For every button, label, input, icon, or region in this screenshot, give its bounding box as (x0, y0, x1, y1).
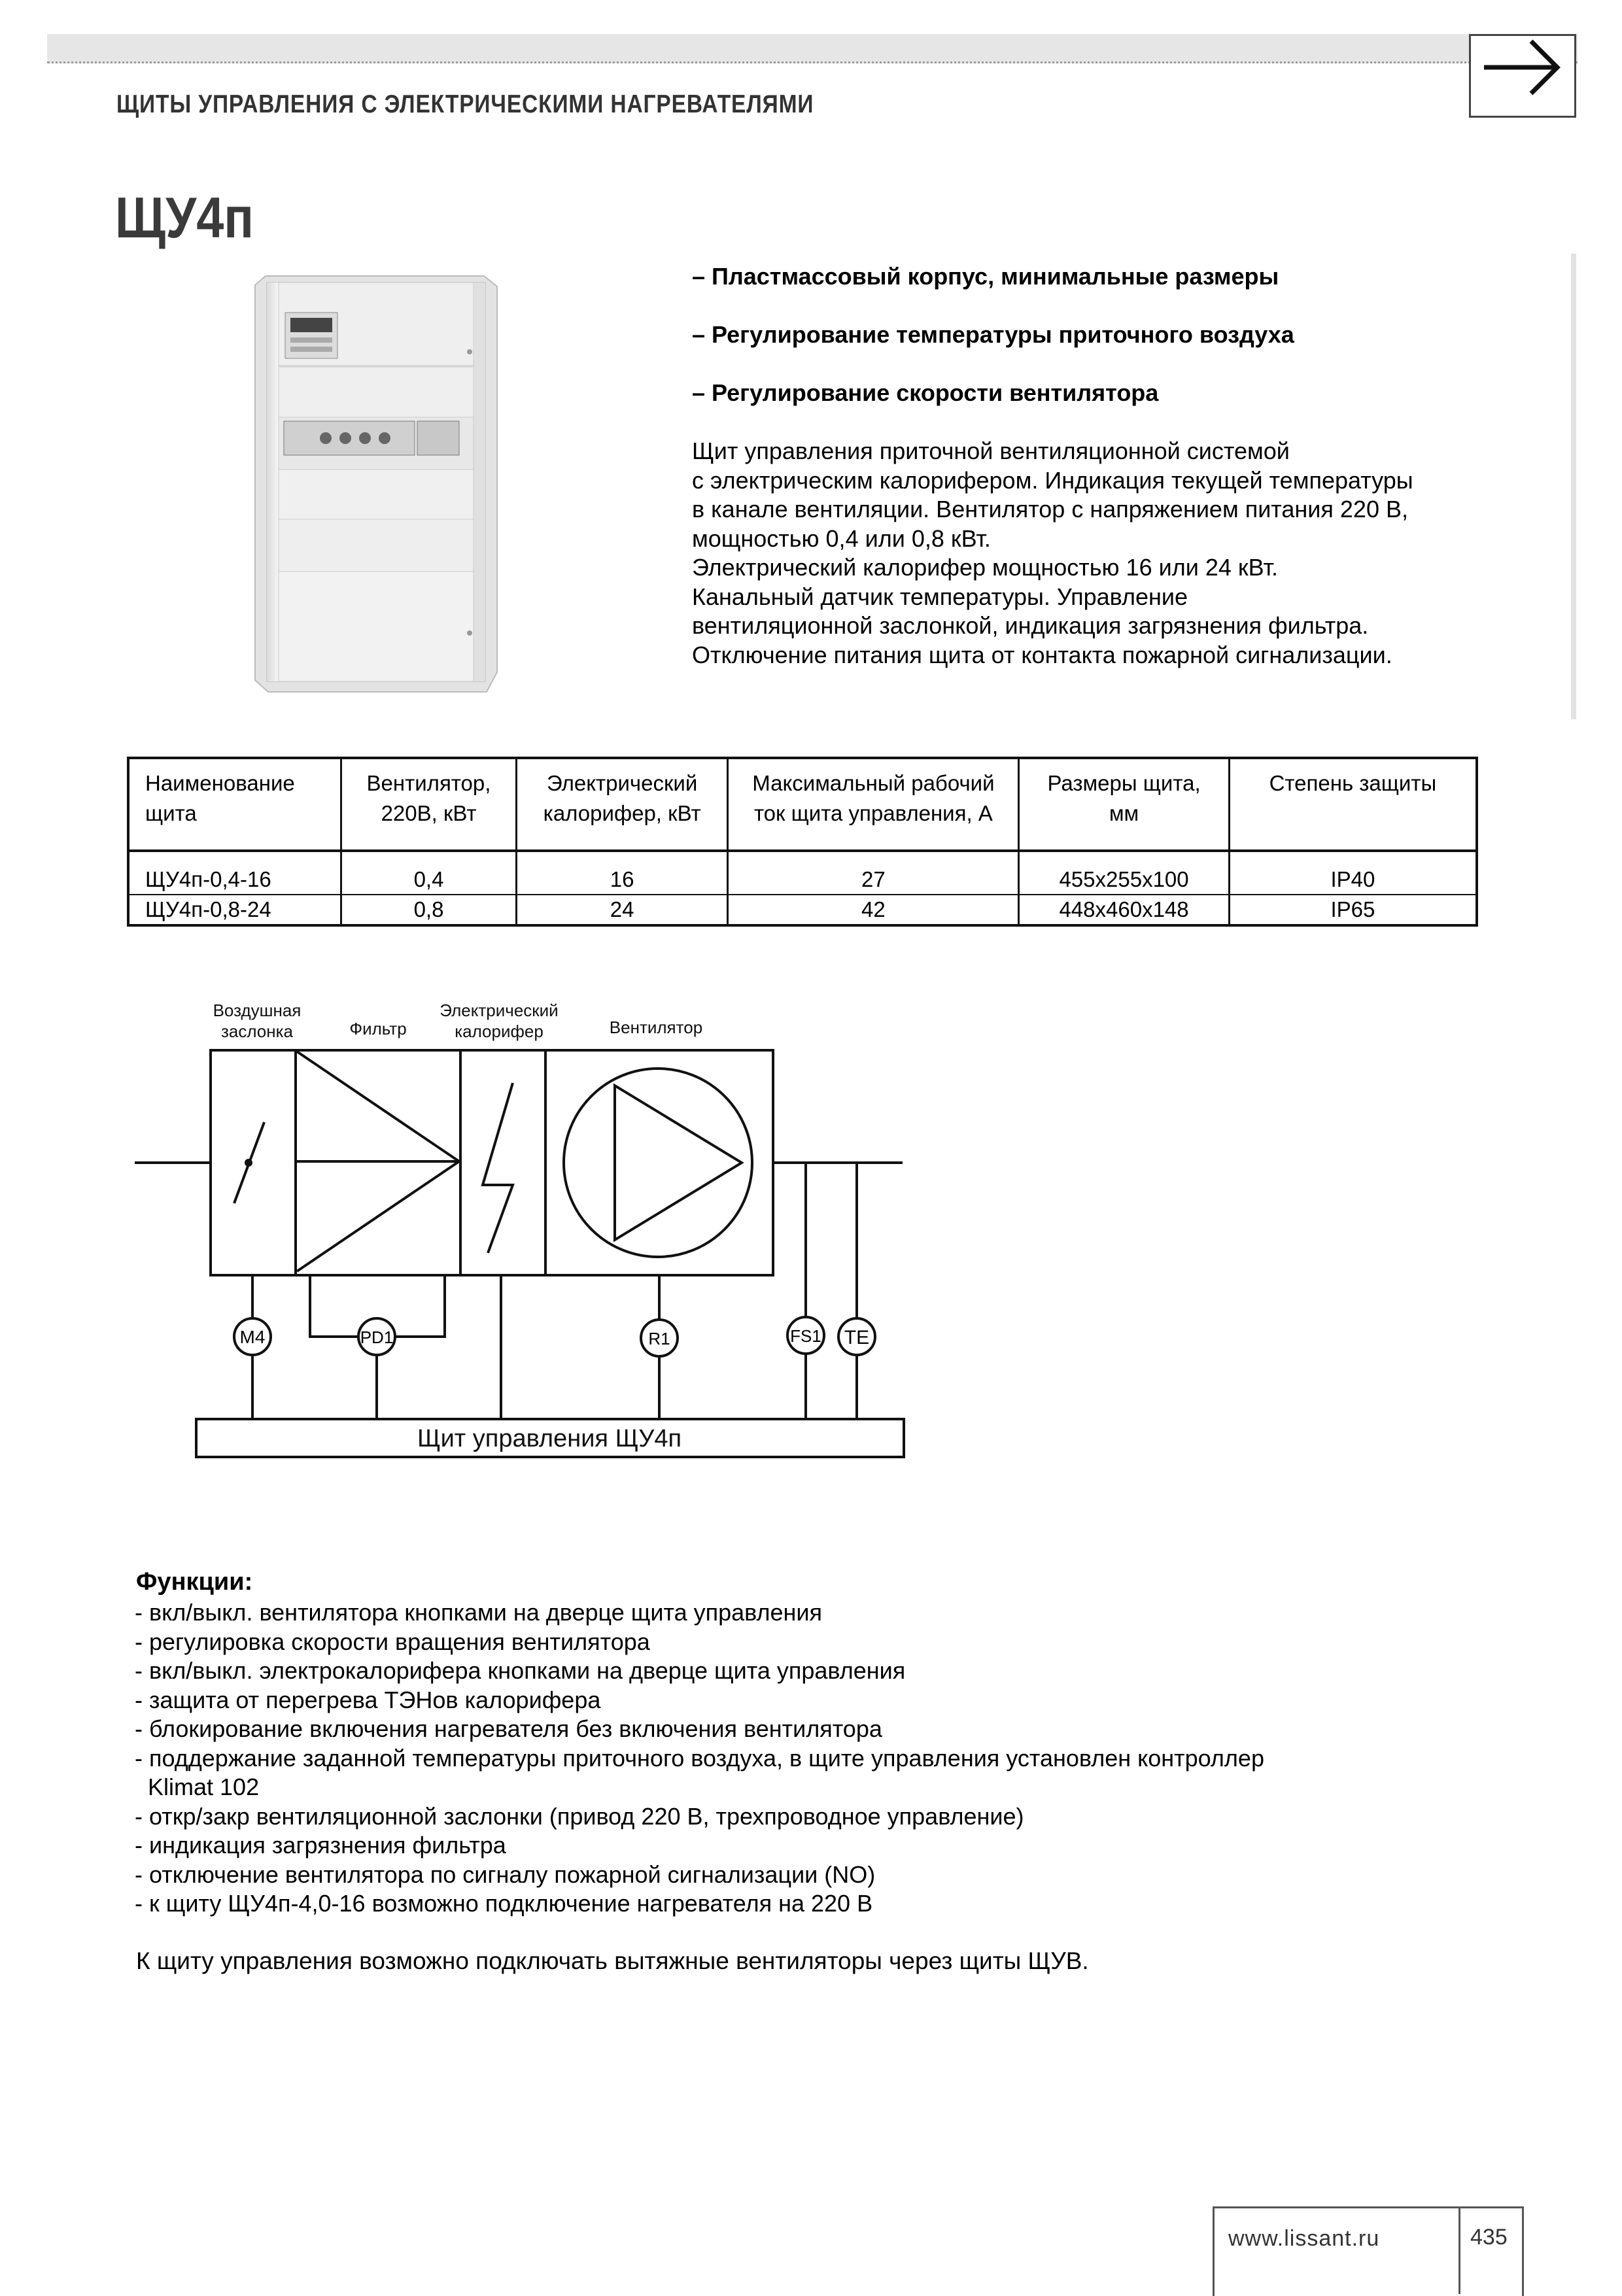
label-fan: Вентилятор (609, 1018, 703, 1037)
sensor-m4 (234, 1318, 271, 1355)
description-line: Щит управления приточной вентиляционной системой (692, 437, 1290, 464)
sensor-pd1 (358, 1318, 395, 1355)
damper-symbol (234, 1122, 264, 1203)
label-damper: Воздушная (213, 1001, 302, 1020)
description-line: Отключение питания щита от контакта пожарной сигнализации. (692, 641, 1392, 668)
list-item: - защита от перегрева ТЭНов калорифера (135, 1686, 601, 1713)
functions-list (135, 1598, 1541, 1919)
table-cell: 16 (516, 851, 728, 895)
feature-list (692, 262, 1503, 436)
table-cell: ЩУ4п-0,4-16 (145, 867, 271, 891)
sensor-fs1 (787, 1317, 824, 1354)
column-header: Электрический калорифер, кВт (516, 758, 728, 851)
feature-item: – Регулирование скорости вентилятора (692, 379, 1159, 406)
column-header: Вентилятор, 220В, кВт (341, 758, 517, 851)
list-item: - регулировка скорости вращения вентилятора (135, 1628, 650, 1655)
svg-text:PD1: PD1 (360, 1328, 394, 1347)
svg-text:FS1: FS1 (790, 1326, 821, 1346)
label-damper: заслонка (220, 1021, 294, 1041)
section-title: ЩИТЫ УПРАВЛЕНИЯ С ЭЛЕКТРИЧЕСКИМИ НАГРЕВАТЕЛЯМИ (116, 90, 814, 118)
next-page-button[interactable] (1469, 34, 1576, 118)
table-cell: 27 (728, 851, 1019, 895)
table-cell: 24 (516, 895, 728, 925)
functions-title: Функции: (136, 1568, 253, 1596)
list-item: - отключение вентилятора по сигналу пожарной сигнализации (NO) (135, 1860, 876, 1888)
website-link[interactable]: www.lissant.ru (1228, 2226, 1380, 2251)
description-line: Электрический калорифер мощностью 16 или 24 кВт. (692, 554, 1278, 581)
description-line: вентиляционной заслонкой, индикация загрязнения фильтра. (692, 612, 1369, 639)
label-filter: Фильтр (349, 1019, 407, 1038)
description-line: в канале вентиляции. Вентилятор с напряжением питания 220 В, (692, 496, 1408, 523)
sensor-te (838, 1318, 875, 1355)
column-header: Степень защиты (1229, 758, 1477, 851)
control-panel-label: Щит управления ЩУ4п (417, 1425, 682, 1452)
table-cell: 42 (728, 895, 1019, 925)
column-header: Наименование щита (128, 758, 341, 851)
list-item: Klimat 102 (135, 1773, 260, 1800)
filter-symbol (297, 1052, 459, 1271)
list-item: - откр/закр вентиляционной заслонки (привод 220 В, трехпроводное управление) (135, 1802, 1024, 1830)
svg-text:TE: TE (844, 1327, 870, 1348)
scrollbar[interactable] (1571, 254, 1576, 719)
table-cell: 0,8 (341, 895, 517, 925)
svg-text:R1: R1 (648, 1329, 670, 1348)
description-line: Канальный датчик температуры. Управление (692, 583, 1188, 610)
table-cell: IP65 (1229, 895, 1477, 925)
column-header: Максимальный рабочий ток щита управления, А (728, 758, 1019, 851)
table-cell: IP40 (1229, 851, 1477, 895)
list-item: - индикация загрязнения фильтра (135, 1832, 506, 1859)
header-bar (47, 34, 1578, 63)
feature-item: – Пластмассовый корпус, минимальные размеры (692, 263, 1279, 290)
label-heater: калорифер (455, 1021, 544, 1041)
fan-symbol (564, 1069, 752, 1257)
list-item: - вкл/выкл. электрокалорифера кнопками на дверце щита управления (135, 1657, 906, 1684)
table-row (128, 851, 1477, 895)
arrow-right-icon (1471, 36, 1574, 116)
svg-text:M4: M4 (239, 1327, 266, 1347)
sensor-r1 (641, 1320, 678, 1356)
footer-divider (1458, 2206, 1460, 2294)
page-title: ЩУ4п (115, 185, 254, 250)
heater-symbol (483, 1083, 513, 1253)
table-header-row (128, 758, 1477, 851)
description-line: с электрическим калорифером. Индикация текущей температуры (692, 466, 1413, 494)
table-cell: 455х255х100 (1019, 851, 1229, 895)
label-heater: Электрический (440, 1001, 559, 1020)
description-line: мощностью 0,4 или 0,8 кВт. (692, 524, 991, 552)
closing-note: К щиту управления возможно подключать вытяжные вентиляторы через щиты ЩУВ. (136, 1947, 1089, 1974)
page-number: 435 (1470, 2225, 1508, 2250)
list-item: - вкл/выкл. вентилятора кнопками на дверце щита управления (135, 1599, 822, 1626)
product-photo (254, 267, 498, 698)
table-cell: 0,4 (341, 851, 517, 895)
table-row (128, 895, 1477, 925)
list-item: - блокирование включения нагревателя без включения вентилятора (135, 1715, 882, 1742)
feature-item: – Регулирование температуры приточного воздуха (692, 321, 1294, 348)
list-item: - поддержание заданной температуры приточного воздуха, в щите управления установлен контроллер (135, 1744, 1264, 1772)
ventilation-schematic (124, 994, 922, 1465)
specs-table (127, 757, 1478, 927)
table-cell: ЩУ4п-0,8-24 (145, 897, 271, 921)
column-header: Размеры щита, мм (1019, 758, 1229, 851)
table-cell: 448х460х148 (1019, 895, 1229, 925)
product-description (692, 437, 1542, 670)
list-item: - к щиту ЩУ4п-4,0-16 возможно подключение нагревателя на 220 В (135, 1890, 873, 1917)
